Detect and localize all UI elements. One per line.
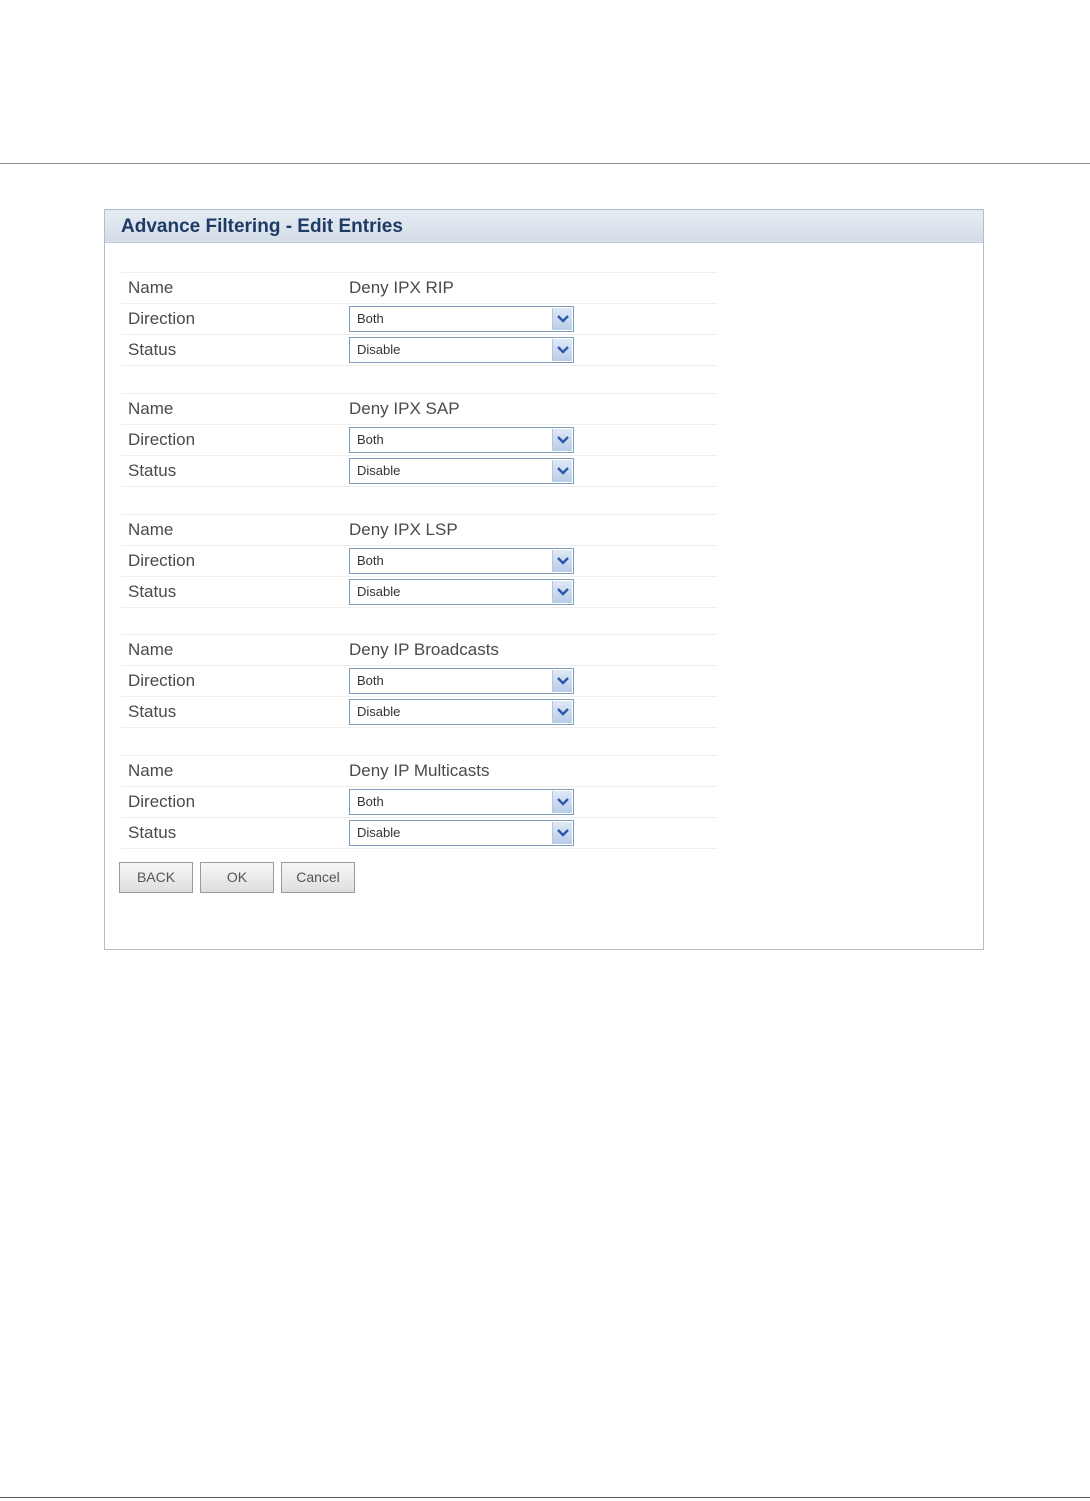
status-value: Disable [357, 825, 401, 840]
advance-filtering-panel [104, 209, 984, 950]
status-row [121, 696, 717, 728]
filter-entry [121, 393, 717, 487]
direction-label: Direction [128, 671, 196, 690]
chevron-down-icon[interactable] [552, 308, 572, 330]
direction-value: Both [357, 311, 384, 326]
name-label: Name [128, 399, 174, 418]
back-button[interactable]: BACK [119, 862, 193, 893]
entry-name: Deny IPX SAP [349, 399, 460, 418]
entry-name: Deny IPX RIP [349, 278, 454, 297]
chevron-down-icon[interactable] [552, 791, 572, 813]
status-value: Disable [357, 342, 401, 357]
status-label: Status [128, 340, 177, 359]
bottom-divider [0, 1497, 1090, 1498]
status-value: Disable [357, 584, 401, 599]
direction-select[interactable] [349, 548, 574, 574]
direction-row [121, 303, 717, 334]
panel-header [105, 210, 983, 243]
direction-value: Both [357, 794, 384, 809]
name-label: Name [128, 278, 174, 297]
chevron-down-icon[interactable] [552, 822, 572, 844]
name-row [121, 393, 717, 424]
name-row [121, 755, 717, 786]
status-value: Disable [357, 704, 401, 719]
status-row [121, 817, 717, 849]
chevron-down-icon[interactable] [552, 460, 572, 482]
status-select[interactable] [349, 579, 574, 605]
entry-name: Deny IPX LSP [349, 520, 458, 539]
ok-button[interactable]: OK [200, 862, 274, 893]
chevron-down-icon[interactable] [552, 429, 572, 451]
status-label: Status [128, 823, 177, 842]
direction-label: Direction [128, 551, 196, 570]
status-label: Status [128, 461, 177, 480]
name-label: Name [128, 761, 174, 780]
status-row [121, 334, 717, 366]
direction-select[interactable] [349, 789, 574, 815]
chevron-down-icon[interactable] [552, 339, 572, 361]
direction-select[interactable] [349, 427, 574, 453]
entry-name: Deny IP Multicasts [349, 761, 490, 780]
filter-entry [121, 272, 717, 366]
name-row [121, 634, 717, 665]
page-title: Advance Filtering - Edit Entries [121, 216, 403, 237]
status-row [121, 455, 717, 487]
direction-select[interactable] [349, 306, 574, 332]
chevron-down-icon[interactable] [552, 670, 572, 692]
filter-entry [121, 514, 717, 608]
chevron-down-icon[interactable] [552, 581, 572, 603]
status-row [121, 576, 717, 608]
status-select[interactable] [349, 337, 574, 363]
status-select[interactable] [349, 820, 574, 846]
name-row [121, 514, 717, 545]
name-label: Name [128, 640, 174, 659]
direction-label: Direction [128, 309, 196, 328]
direction-row [121, 545, 717, 576]
direction-row [121, 665, 717, 696]
filter-entry [121, 755, 717, 849]
entry-name: Deny IP Broadcasts [349, 640, 499, 659]
cancel-button[interactable]: Cancel [281, 862, 355, 893]
filter-entry [121, 634, 717, 728]
status-select[interactable] [349, 458, 574, 484]
direction-select[interactable] [349, 668, 574, 694]
direction-label: Direction [128, 430, 196, 449]
direction-label: Direction [128, 792, 196, 811]
status-select[interactable] [349, 699, 574, 725]
status-label: Status [128, 582, 177, 601]
top-divider [0, 163, 1090, 164]
direction-value: Both [357, 432, 384, 447]
direction-row [121, 424, 717, 455]
status-value: Disable [357, 463, 401, 478]
chevron-down-icon[interactable] [552, 550, 572, 572]
name-label: Name [128, 520, 174, 539]
direction-value: Both [357, 673, 384, 688]
direction-row [121, 786, 717, 817]
name-row [121, 272, 717, 303]
direction-value: Both [357, 553, 384, 568]
chevron-down-icon[interactable] [552, 701, 572, 723]
status-label: Status [128, 702, 177, 721]
